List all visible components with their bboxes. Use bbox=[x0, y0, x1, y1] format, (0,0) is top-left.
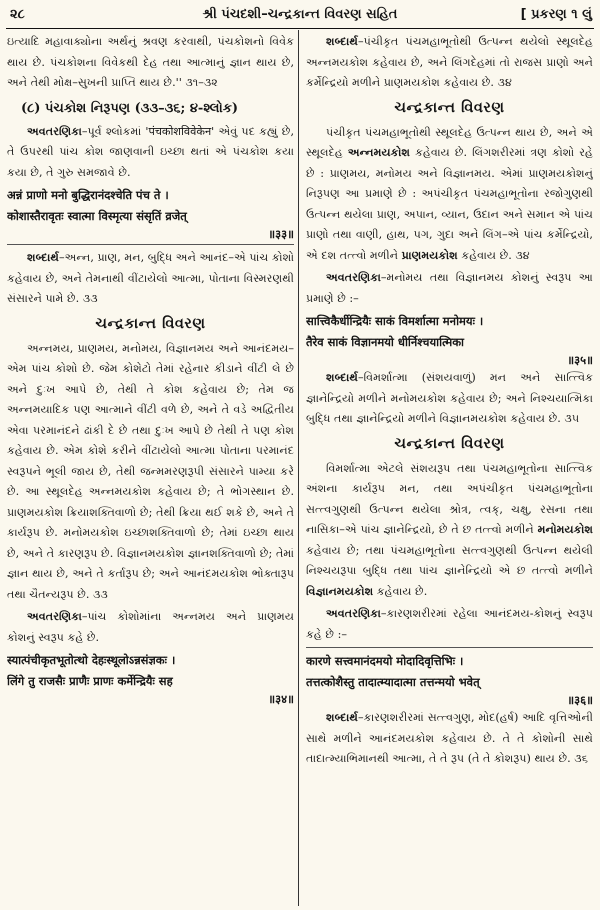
separator bbox=[306, 647, 593, 648]
word-meaning-label: શબ્દાર્થ bbox=[326, 711, 358, 724]
keyword-pranamaya: પ્રાણમયકોશ bbox=[401, 248, 458, 262]
running-title: શ્રી પંચદશી–ચન્દ્રકાન્ત વિવરણ સહિત bbox=[202, 7, 398, 22]
word-meaning-36 bbox=[306, 708, 593, 770]
verse-33-number: ॥३३॥ bbox=[268, 227, 294, 241]
commentary-33: અન્નમય, પ્રાણમય, મનોમય, વિજ્ઞાનમય અને આનંદમય–એમ પાંચ કોશો છે. જેમ કોશેટો તેમાં રહેનાર કીડાને વીંટી લે છે અને દુઃખ આપે છે, તેથી તે કોશ કહેવાય છે; તેમ જ અન્નમયાદિક પણ આત્માને વીંટી વળે છે, અને તે વડે અદ્વિતીય એવા પરમાનંદને ઢાંકી દે છે તથા દુઃખ આપે છે તેથી તે પણ કોશ કહેવાય છે. એમ કોશે કરીને વીંટાયેલો આત્મા પોતાના પરમાનંદ સ્વરૂપને ભૂલી જાય છે, તેથી જન્મમરણરૂપી સંસારને પામ્યા કરે છે. આ સ્થૂલદેહ અન્નમયકોશ કહેવાય છે; તે ભોગસ્થાન છે. પ્રાણમયકોશ ક્રિયાશક્તિવાળો છે; તેથી ક્રિયા થઈ શકે છે, અને તે કાર્યરૂપ છે. મનોમયકોશ ઇચ્છાશક્તિવાળો છે; તેમાં ઇચ્છા થાય છે, અને તે કારણરૂપ છે. વિજ્ઞાનમયકોશ જ્ઞાનશક્તિવાળો છે; તેમાં જ્ઞાન થાય છે, અને તે કર્તારૂપ છે; અને આનંદમયકોશ ભોક્તારૂપ તથા ચૈતન્યરૂપ છે. ૩૩ bbox=[7, 341, 294, 601]
intro-text: –મનોમય તથા વિજ્ઞાનમય કોશનું સ્વરૂપ આ પ્રમાણે છે :– bbox=[306, 271, 593, 305]
verse-34-line-1: स्यात्पंचीकृतभूतोत्थो देहःस्थूलोऽन्नसंज्ञकः । bbox=[7, 653, 176, 667]
section-heading: (૮) પંચકોશ નિરૂપણ (૩૩–૩૬; ૪-શ્લોક) bbox=[21, 100, 239, 116]
word-meaning-label: શબ્દાર્થ bbox=[27, 251, 59, 264]
word-meaning-text: –કારણશરીરમાં સત્ત્વગુણ, મોદ(હર્ષ) આદિ વૃત્તિઓની સાથે મળીને આનંદમયકોશ કહેવાય છે. તે તે કોશોની સાથે તાદાત્મ્યાભિમાનથી આત્મા, તે તે રૂપ (તે તે કોશરૂપ) થાય છે. ૩૬ bbox=[306, 711, 593, 765]
intro-text: –કારણશરીરમાં રહેલા આનંદમય-કોશનું સ્વરૂપ કહે છે :– bbox=[306, 607, 593, 641]
page-number: ૨૮ bbox=[10, 7, 25, 22]
word-meaning-text: –વિમર્શાત્મા (સંશયવાળું) મન અને સાત્ત્વિક જ્ઞાનેન્દ્રિયો મળીને મનોમયકોશ કહેવાય છે; અને નિશ્ચયાત્મિકા બુદ્ધિ તથા જ્ઞાનેન્દ્રિયો મળીને વિજ્ઞાનમયકોશ કહેવાય છે. ૩૫ bbox=[306, 371, 593, 425]
verse-35-line-1: सात्त्विकैर्धीन्द्रियैः साकं विमर्शात्मा मनोमयः । bbox=[306, 314, 484, 328]
verse-36-line-1: कारणे सत्त्वमानंदमयो मोदादिवृत्तिभिः । bbox=[306, 654, 464, 668]
word-meaning-text: –પંચીકૃત પંચમહાભૂતોથી ઉત્પન્ન થયેલો સ્થૂલદેહ અન્નમયકોશ કહેવાય છે, અને લિંગદેહમાં તો રાજસ પ્રાણો અને કર્મેન્દ્રિયો મળીને પ્રાણમયકોશ કહેવાય છે. ૩૪ bbox=[306, 35, 593, 89]
intro-label: અવતરણિકા bbox=[27, 610, 82, 623]
keyword-annamaya: અન્નમયકોશ bbox=[347, 146, 410, 159]
verse-35-number: ॥३५॥ bbox=[567, 353, 593, 367]
introduction-33 bbox=[7, 122, 294, 184]
commentary-text: વિમર્શાત્મા એટલે સંશયરૂપ તથા પંચમહાભૂતોના સાત્ત્વિક અંશના કાર્યરૂપ મન, તથા અપંચીકૃત પંચમહાભૂતોના સત્ત્વગુણથી ઉત્પન્ન થયેલા શ્રોત્ર, ત્વક્, ચક્ષુ, રસના તથા નાસિકા–એ પાંચ જ્ઞાનેન્દ્રિયો, છે તે છ તત્ત્વો મળીને bbox=[306, 461, 593, 536]
commentary-text: કહેવાય છે; તથા પંચમહાભૂતોના સત્ત્વગુણથી ઉત્પન્ન થયેલી નિશ્ચયરૂપા બુદ્ધિ તથા પાંચ જ્ઞાનેન્દ્રિયો એ છ તત્ત્વો મળીને bbox=[306, 543, 593, 577]
verse-33-line-1: अन्नं प्राणो मनो बुद्धिरानंदश्चेति पंच ते । bbox=[7, 188, 169, 202]
word-meaning-33 bbox=[7, 248, 294, 310]
commentary-heading: ચન્દ્રકાન્ત વિવરણ bbox=[95, 315, 206, 332]
word-meaning-35 bbox=[306, 368, 593, 430]
keyword-vijnanamaya: વિજ્ઞાનમયકોશ bbox=[306, 584, 374, 598]
intro-text: –પૂર્વ શ્લોકમાં 'पंचकोशविवेकेन' એવું પદ કહ્યું છે, તે ઉપરથી પાંચ કોશ જાણવાની ઇચ્છા થતાં એ પંચકોશ કયા કયા છે, તે ગુરુ સમજાવે છે. bbox=[7, 124, 294, 179]
commentary-text: પંચીકૃત પંચમહાભૂતોથી સ્થૂલદેહ ઉત્પન્ન થાય છે, અને એ સ્થૂલદેહ bbox=[306, 125, 593, 159]
separator bbox=[7, 244, 294, 245]
commentary-text: કહેવાય છે. લિંગશરીરમાં ત્રણ કોશો રહે છે : પ્રાણમય, મનોમય અને વિજ્ઞાનમય. એમાં પ્રાણમયકોશનું નિરૂપણ આ પ્રમાણે છે : અપંચીકૃત પંચમહાભૂતોના રજોગુણથી ઉત્પન્ન થયેલા પ્રાણ, અપાન, વ્યાન, ઉદાન અને સમાન એ પાંચ પ્રાણો તથા વાણી, હાથ, પગ, ગુદા અને લિંગ–એ પાંચ કર્મેન્દ્રિયો, એ દશ તત્ત્વો મળીને bbox=[306, 146, 593, 262]
commentary-text: કહેવાય છે. bbox=[376, 584, 428, 598]
word-meaning-text: –અન્ન, પ્રાણ, મન, બુદ્ધિ અને આનંદ–એ પાંચ કોશો કહેવાય છે, અને તેમનાથી વીંટાયેલો આત્મા, પોતાના વિસ્મરણથી સંસારને પામે છે. ૩૩ bbox=[7, 251, 294, 305]
word-meaning-label: શબ્દાર્થ bbox=[326, 35, 358, 48]
verse-34-number: ॥३४॥ bbox=[268, 692, 294, 706]
commentary-text: કહેવાય છે. ૩૪ bbox=[461, 248, 530, 262]
word-meaning-34 bbox=[306, 32, 593, 94]
chapter-label: [ પ્રકરણ ૧ લું bbox=[520, 7, 592, 22]
commentary-heading: ચન્દ્રકાન્ત વિવરણ bbox=[394, 99, 505, 116]
introduction-36 bbox=[306, 604, 593, 645]
intro-label: અવતરણિકા bbox=[326, 607, 381, 620]
column-divider bbox=[298, 30, 299, 906]
introduction-35 bbox=[306, 268, 593, 309]
verse-35-line-2: तैरेव साकं विज्ञानमयो धीर्निश्चयात्मिका bbox=[306, 335, 465, 349]
commentary-34 bbox=[306, 123, 593, 267]
commentary-35 bbox=[306, 459, 593, 603]
verse-36-line-2: तत्तत्कोशैस्तु तादात्म्यादात्मा तत्तन्मयो भवेत् bbox=[306, 675, 480, 689]
intro-label: અવતરણિકા bbox=[27, 124, 82, 138]
commentary-heading: ચન્દ્રકાન્ત વિવરણ bbox=[394, 435, 505, 452]
verse-36-number: ॥३६॥ bbox=[567, 693, 593, 707]
intro-text: –પાંચ કોશોમાંના અન્નમય અને પ્રાણમય કોશનું સ્વરૂપ કહે છે. bbox=[7, 610, 294, 644]
page-header bbox=[6, 4, 594, 29]
introduction-34 bbox=[7, 607, 294, 648]
intro-label: અવતરણિકા bbox=[326, 271, 381, 284]
left-column bbox=[7, 32, 294, 904]
verse-33-line-2: कोशास्तैरावृतः स्वात्मा विस्मृत्या संसृतिं व्रजेत् bbox=[7, 209, 187, 223]
keyword-manomaya: મનોમયકોશ bbox=[537, 523, 593, 536]
word-meaning-label: શબ્દાર્થ bbox=[326, 371, 358, 384]
paragraph-closing-32: ઇત્યાદિ મહાવાક્યોના અર્થનું શ્રવણ કરવાથી, પંચકોશનો વિવેક થાય છે. પંચકોશના વિવેકથી દેહ તથા આત્માનું જ્ઞાન થાય છે, અને તેથી મોક્ષ–સુખની પ્રાપ્તિ થાય છે.'' ૩૧–૩૨ bbox=[7, 35, 294, 89]
right-column bbox=[306, 32, 593, 904]
verse-34-line-2: लिंगे तु राजसैः प्राणैः प्राणः कर्मेन्द्रियैः सह bbox=[7, 674, 173, 688]
